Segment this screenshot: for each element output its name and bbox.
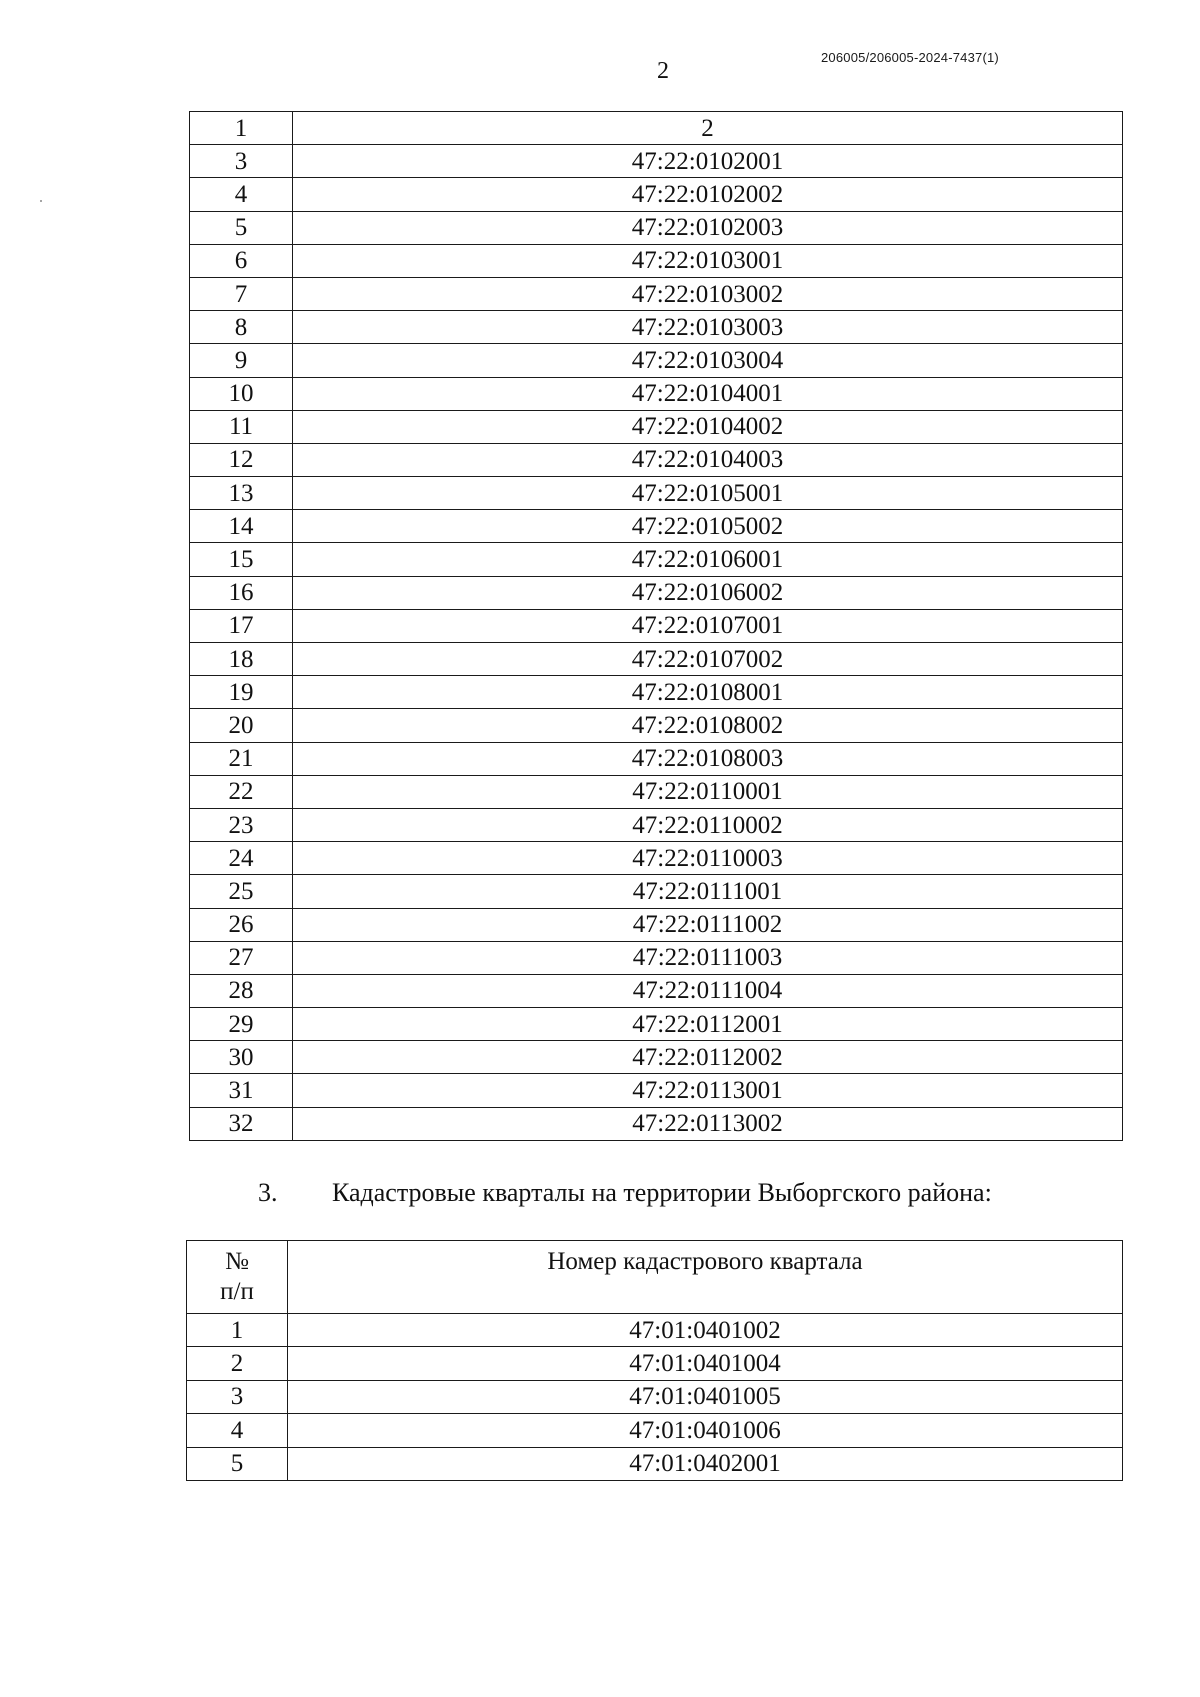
cadastral-number-cell: 47:01:0401006 [288, 1414, 1123, 1447]
cadastral-number-cell: 47:22:0106002 [293, 576, 1123, 609]
cadastral-number-cell: 47:22:0102003 [293, 211, 1123, 244]
row-index-cell: 1 [187, 1314, 288, 1347]
row-index-cell: 3 [190, 145, 293, 178]
table-row [190, 842, 1123, 875]
table-row [190, 643, 1123, 676]
row-index-cell: 2 [187, 1347, 288, 1380]
table-row [187, 1447, 1123, 1480]
row-index-cell: 5 [190, 211, 293, 244]
column-number-cell: 2 [293, 112, 1123, 145]
table-row [190, 709, 1123, 742]
table-row [190, 543, 1123, 576]
table-row [190, 941, 1123, 974]
cadastral-table-2 [186, 1240, 1123, 1481]
table-header-row [187, 1241, 1123, 1314]
cadastral-number-cell: 47:22:0102002 [293, 178, 1123, 211]
cadastral-number-cell: 47:22:0107002 [293, 643, 1123, 676]
row-index-cell: 21 [190, 742, 293, 775]
row-index-cell: 13 [190, 477, 293, 510]
table-header-row [190, 112, 1123, 145]
row-index-cell: 14 [190, 510, 293, 543]
cadastral-number-cell: 47:22:0103003 [293, 311, 1123, 344]
document-id: 206005/206005-2024-7437(1) [821, 50, 999, 65]
cadastral-table-1-body [190, 112, 1123, 1141]
table-row [187, 1380, 1123, 1413]
cadastral-number-cell: 47:22:0111002 [293, 908, 1123, 941]
cadastral-number-cell: 47:22:0107001 [293, 609, 1123, 642]
table-row [190, 1008, 1123, 1041]
cadastral-number-cell: 47:22:0108001 [293, 676, 1123, 709]
table-row [190, 1074, 1123, 1107]
table-row [190, 311, 1123, 344]
table-row [187, 1414, 1123, 1447]
index-header-symbol: № [225, 1248, 249, 1275]
table-row [190, 875, 1123, 908]
row-index-cell: 18 [190, 643, 293, 676]
cadastral-number-cell: 47:01:0401004 [288, 1347, 1123, 1380]
row-index-cell: 29 [190, 1008, 293, 1041]
table-row [190, 609, 1123, 642]
cadastral-number-cell: 47:22:0111001 [293, 875, 1123, 908]
row-index-cell: 4 [190, 178, 293, 211]
cadastral-number-cell: 47:22:0103001 [293, 244, 1123, 277]
table-row [190, 775, 1123, 808]
cadastral-number-cell: 47:22:0112002 [293, 1041, 1123, 1074]
row-index-cell: 25 [190, 875, 293, 908]
table-row [190, 808, 1123, 841]
row-index-cell: 19 [190, 676, 293, 709]
table-row [190, 1107, 1123, 1140]
table-row [190, 211, 1123, 244]
table-row [190, 377, 1123, 410]
table-row [190, 510, 1123, 543]
table-row [187, 1314, 1123, 1347]
table-row [190, 443, 1123, 476]
table-row [190, 742, 1123, 775]
section-title: Кадастровые кварталы на территории Выборгского района: [332, 1178, 992, 1207]
row-index-cell: 5 [187, 1447, 288, 1480]
quarter-number-header-cell: Номер кадастрового квартала [288, 1241, 1123, 1314]
row-index-cell: 27 [190, 941, 293, 974]
cadastral-number-cell: 47:22:0108002 [293, 709, 1123, 742]
row-index-cell: 15 [190, 543, 293, 576]
row-index-cell: 3 [187, 1380, 288, 1413]
table-row [190, 344, 1123, 377]
cadastral-number-cell: 47:22:0105002 [293, 510, 1123, 543]
table-row [190, 178, 1123, 211]
table-row [187, 1347, 1123, 1380]
cadastral-number-cell: 47:22:0105001 [293, 477, 1123, 510]
cadastral-number-cell: 47:22:0113002 [293, 1107, 1123, 1140]
row-index-cell: 32 [190, 1107, 293, 1140]
section-number: 3. [258, 1178, 278, 1207]
cadastral-number-cell: 47:22:0110002 [293, 808, 1123, 841]
row-index-cell: 26 [190, 908, 293, 941]
row-index-cell: 30 [190, 1041, 293, 1074]
row-index-cell: 8 [190, 311, 293, 344]
cadastral-number-cell: 47:22:0104001 [293, 377, 1123, 410]
scan-speck [40, 200, 42, 202]
cadastral-number-cell: 47:22:0104003 [293, 443, 1123, 476]
row-index-cell: 22 [190, 775, 293, 808]
cadastral-number-cell: 47:22:0103004 [293, 344, 1123, 377]
page-number: 2 [657, 58, 669, 84]
table-row [190, 576, 1123, 609]
table-row [190, 145, 1123, 178]
row-index-cell: 24 [190, 842, 293, 875]
row-index-cell: 20 [190, 709, 293, 742]
row-index-cell: 10 [190, 377, 293, 410]
row-index-cell: 31 [190, 1074, 293, 1107]
row-index-cell: 17 [190, 609, 293, 642]
cadastral-number-cell: 47:22:0104002 [293, 410, 1123, 443]
table-row [190, 974, 1123, 1007]
row-index-cell: 11 [190, 410, 293, 443]
row-index-cell: 9 [190, 344, 293, 377]
table-row [190, 676, 1123, 709]
row-index-cell: 7 [190, 277, 293, 310]
row-index-cell: 12 [190, 443, 293, 476]
table-row [190, 244, 1123, 277]
table-row [190, 410, 1123, 443]
table-row [190, 477, 1123, 510]
cadastral-table-2-body [187, 1241, 1123, 1481]
row-index-cell: 16 [190, 576, 293, 609]
cadastral-number-cell: 47:22:0110003 [293, 842, 1123, 875]
table-row [190, 277, 1123, 310]
index-header-cell [187, 1241, 288, 1314]
cadastral-number-cell: 47:01:0402001 [288, 1447, 1123, 1480]
cadastral-number-cell: 47:01:0401002 [288, 1314, 1123, 1347]
cadastral-number-cell: 47:22:0103002 [293, 277, 1123, 310]
row-index-cell: 4 [187, 1414, 288, 1447]
cadastral-number-cell: 47:22:0106001 [293, 543, 1123, 576]
row-index-cell: 28 [190, 974, 293, 1007]
row-index-cell: 6 [190, 244, 293, 277]
cadastral-number-cell: 47:01:0401005 [288, 1380, 1123, 1413]
row-index-cell: 23 [190, 808, 293, 841]
cadastral-table-1 [189, 111, 1123, 1141]
index-header-label: п/п [220, 1278, 254, 1305]
cadastral-number-cell: 47:22:0110001 [293, 775, 1123, 808]
cadastral-number-cell: 47:22:0111003 [293, 941, 1123, 974]
cadastral-number-cell: 47:22:0102001 [293, 145, 1123, 178]
table-row [190, 908, 1123, 941]
cadastral-number-cell: 47:22:0111004 [293, 974, 1123, 1007]
cadastral-number-cell: 47:22:0108003 [293, 742, 1123, 775]
cadastral-number-cell: 47:22:0112001 [293, 1008, 1123, 1041]
cadastral-number-cell: 47:22:0113001 [293, 1074, 1123, 1107]
table-row [190, 1041, 1123, 1074]
column-number-cell: 1 [190, 112, 293, 145]
